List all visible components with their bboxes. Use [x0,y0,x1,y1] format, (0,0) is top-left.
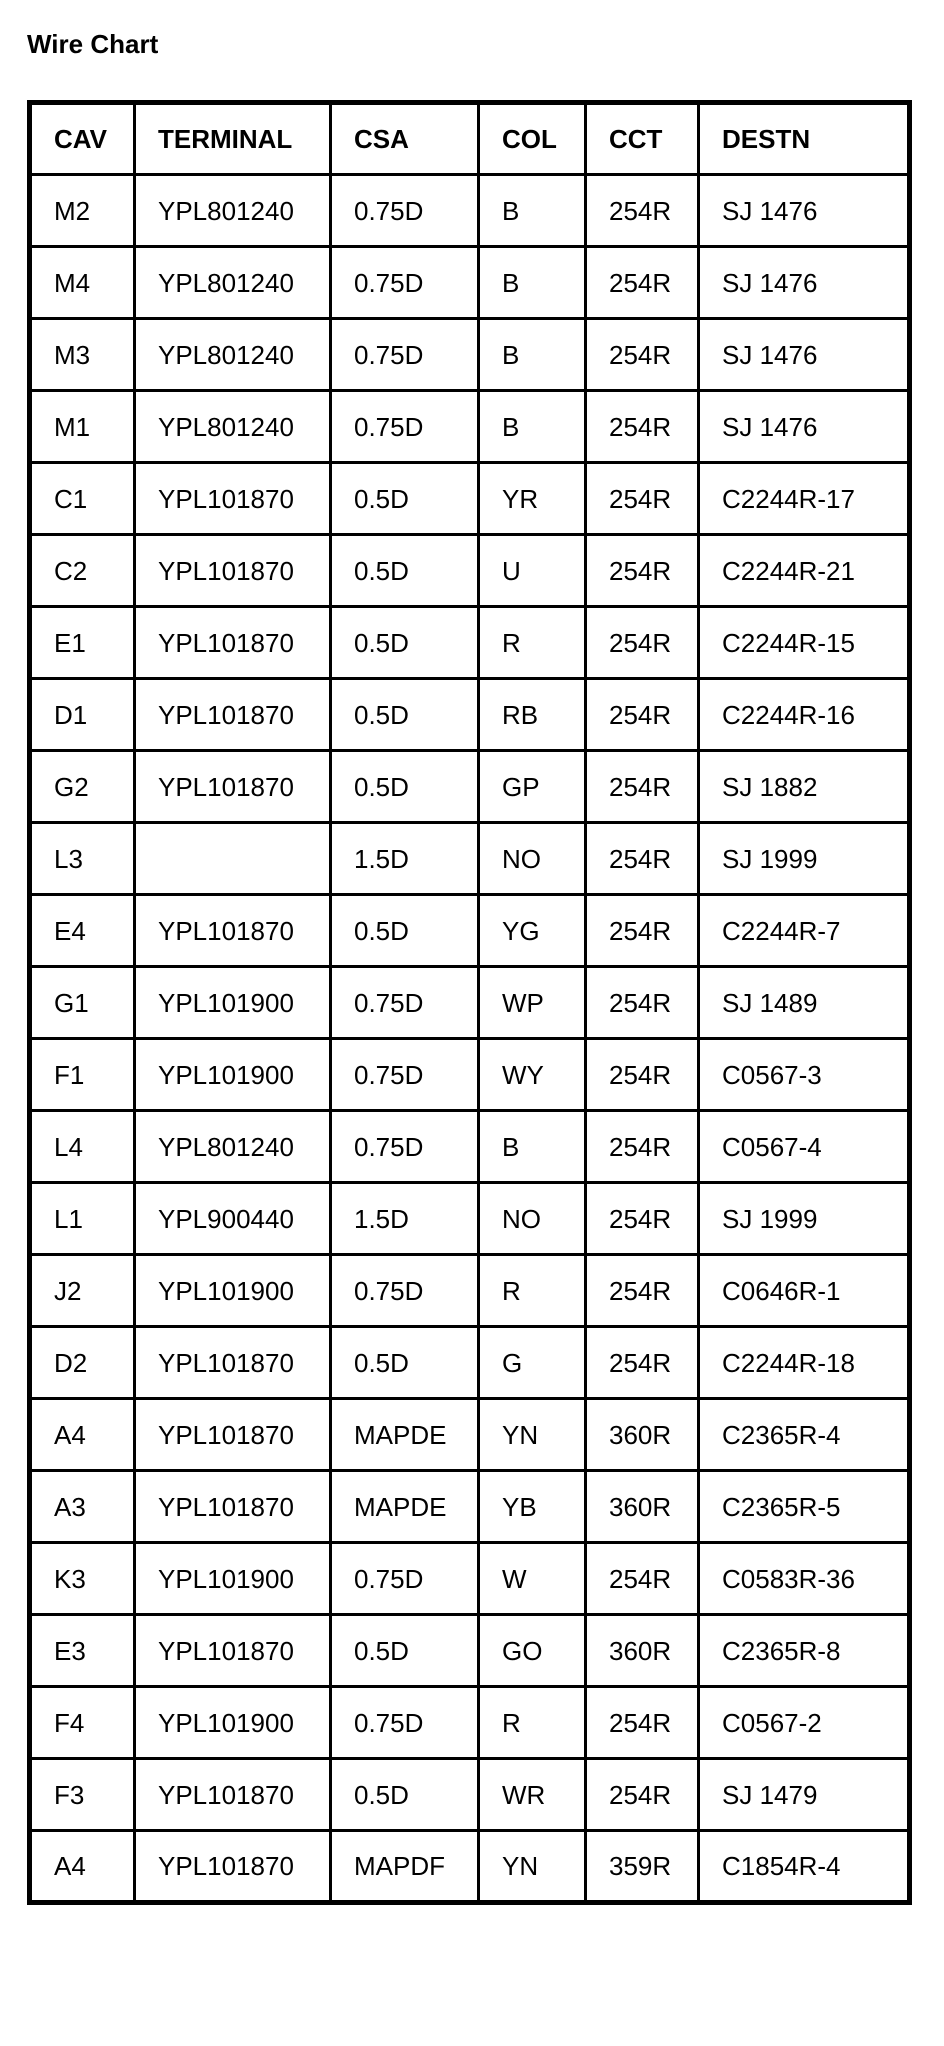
table-row [30,751,910,823]
cell-terminal: YPL801240 [135,1111,331,1183]
cell-cct: 254R [586,1759,699,1831]
cell-cct: 360R [586,1615,699,1687]
cell-col: R [479,607,586,679]
cell-destn: C2365R-4 [699,1399,910,1471]
cell-destn: C2244R-7 [699,895,910,967]
cell-csa: 0.75D [331,1255,479,1327]
cell-cav: G1 [30,967,135,1039]
cell-cav: M2 [30,175,135,247]
cell-cav: G2 [30,751,135,823]
column-header-col: COL [479,103,586,175]
cell-cav: F3 [30,1759,135,1831]
cell-terminal: YPL101870 [135,1615,331,1687]
column-header-destn: DESTN [699,103,910,175]
cell-destn: SJ 1489 [699,967,910,1039]
column-header-cav: CAV [30,103,135,175]
cell-cct: 254R [586,175,699,247]
cell-cav: A3 [30,1471,135,1543]
cell-cct: 360R [586,1471,699,1543]
cell-col: RB [479,679,586,751]
cell-csa: 0.5D [331,895,479,967]
cell-destn: C0567-3 [699,1039,910,1111]
cell-csa: 0.5D [331,607,479,679]
table-row [30,1327,910,1399]
cell-terminal [135,823,331,895]
cell-cct: 254R [586,967,699,1039]
cell-csa: 0.75D [331,175,479,247]
cell-csa: MAPDE [331,1471,479,1543]
cell-cct: 254R [586,391,699,463]
cell-cav: M4 [30,247,135,319]
table-row [30,463,910,535]
cell-col: W [479,1543,586,1615]
cell-cct: 254R [586,1543,699,1615]
cell-terminal: YPL101870 [135,1831,331,1903]
table-row [30,319,910,391]
cell-destn: C2244R-15 [699,607,910,679]
cell-csa: 0.5D [331,463,479,535]
cell-csa: 0.75D [331,247,479,319]
cell-csa: 0.75D [331,1687,479,1759]
table-row [30,1615,910,1687]
cell-cav: M3 [30,319,135,391]
cell-cct: 254R [586,535,699,607]
table-row [30,1759,910,1831]
table-row [30,1183,910,1255]
cell-col: NO [479,1183,586,1255]
cell-destn: C0567-4 [699,1111,910,1183]
cell-csa: 0.75D [331,319,479,391]
cell-col: R [479,1687,586,1759]
cell-terminal: YPL801240 [135,247,331,319]
cell-cav: D1 [30,679,135,751]
cell-csa: 0.75D [331,967,479,1039]
cell-cav: F1 [30,1039,135,1111]
cell-destn: C0646R-1 [699,1255,910,1327]
column-header-csa: CSA [331,103,479,175]
cell-cct: 254R [586,463,699,535]
cell-destn: C2244R-18 [699,1327,910,1399]
cell-cct: 254R [586,1255,699,1327]
cell-col: B [479,391,586,463]
table-row [30,1039,910,1111]
cell-cct: 254R [586,823,699,895]
cell-csa: MAPDF [331,1831,479,1903]
cell-destn: C2244R-17 [699,463,910,535]
cell-destn: SJ 1479 [699,1759,910,1831]
cell-col: NO [479,823,586,895]
cell-cav: A4 [30,1399,135,1471]
table-row [30,1831,910,1903]
cell-terminal: YPL101900 [135,1255,331,1327]
cell-destn: SJ 1999 [699,823,910,895]
cell-cct: 254R [586,1111,699,1183]
wire-chart-table [27,100,912,1905]
cell-cct: 254R [586,1687,699,1759]
cell-cav: C2 [30,535,135,607]
cell-col: GO [479,1615,586,1687]
cell-terminal: YPL101870 [135,607,331,679]
cell-col: U [479,535,586,607]
cell-terminal: YPL101900 [135,1039,331,1111]
cell-destn: C2365R-5 [699,1471,910,1543]
table-row [30,1471,910,1543]
cell-terminal: YPL101870 [135,895,331,967]
cell-cct: 254R [586,679,699,751]
table-row [30,391,910,463]
cell-terminal: YPL101870 [135,535,331,607]
table-row [30,1687,910,1759]
cell-csa: 0.75D [331,1111,479,1183]
cell-destn: SJ 1999 [699,1183,910,1255]
cell-csa: 1.5D [331,823,479,895]
cell-cct: 254R [586,1327,699,1399]
cell-csa: 0.75D [331,391,479,463]
cell-terminal: YPL101870 [135,751,331,823]
cell-col: YG [479,895,586,967]
cell-destn: SJ 1476 [699,175,910,247]
cell-col: B [479,247,586,319]
cell-cav: E3 [30,1615,135,1687]
table-row [30,1543,910,1615]
cell-terminal: YPL101870 [135,463,331,535]
cell-terminal: YPL101900 [135,1543,331,1615]
page-title: Wire Chart [27,29,159,59]
cell-cav: M1 [30,391,135,463]
cell-cav: E4 [30,895,135,967]
cell-destn: C1854R-4 [699,1831,910,1903]
table-row [30,895,910,967]
cell-cav: D2 [30,1327,135,1399]
cell-col: B [479,1111,586,1183]
cell-cav: L3 [30,823,135,895]
cell-csa: 0.5D [331,535,479,607]
cell-csa: 0.75D [331,1039,479,1111]
cell-cav: A4 [30,1831,135,1903]
cell-col: YN [479,1831,586,1903]
cell-csa: 0.75D [331,1543,479,1615]
table-row [30,175,910,247]
cell-cct: 254R [586,607,699,679]
cell-cav: F4 [30,1687,135,1759]
cell-terminal: YPL101870 [135,679,331,751]
cell-cav: L4 [30,1111,135,1183]
table-row [30,607,910,679]
cell-col: B [479,175,586,247]
cell-csa: 0.5D [331,1327,479,1399]
cell-terminal: YPL101870 [135,1759,331,1831]
cell-cav: K3 [30,1543,135,1615]
cell-col: YN [479,1399,586,1471]
table-row [30,823,910,895]
cell-csa: 0.5D [331,1759,479,1831]
cell-csa: 1.5D [331,1183,479,1255]
cell-terminal: YPL801240 [135,391,331,463]
cell-cct: 360R [586,1399,699,1471]
cell-terminal: YPL101900 [135,1687,331,1759]
cell-terminal: YPL101870 [135,1471,331,1543]
cell-cct: 254R [586,247,699,319]
cell-destn: C0583R-36 [699,1543,910,1615]
cell-cav: L1 [30,1183,135,1255]
cell-col: WY [479,1039,586,1111]
cell-cct: 254R [586,895,699,967]
cell-col: B [479,319,586,391]
table-row [30,1255,910,1327]
table-row [30,535,910,607]
cell-destn: C2244R-16 [699,679,910,751]
column-header-cct: CCT [586,103,699,175]
cell-terminal: YPL801240 [135,319,331,391]
cell-terminal: YPL101870 [135,1327,331,1399]
cell-col: GP [479,751,586,823]
cell-destn: SJ 1882 [699,751,910,823]
cell-col: WP [479,967,586,1039]
cell-cav: C1 [30,463,135,535]
cell-csa: MAPDE [331,1399,479,1471]
table-body [30,175,910,1903]
column-header-terminal: TERMINAL [135,103,331,175]
cell-destn: SJ 1476 [699,319,910,391]
table-header-row [30,103,910,175]
table-row [30,1111,910,1183]
cell-csa: 0.5D [331,751,479,823]
cell-col: WR [479,1759,586,1831]
cell-cct: 359R [586,1831,699,1903]
table-row [30,1399,910,1471]
cell-col: YB [479,1471,586,1543]
table-row [30,679,910,751]
cell-col: R [479,1255,586,1327]
cell-cct: 254R [586,1183,699,1255]
cell-cct: 254R [586,751,699,823]
cell-cav: E1 [30,607,135,679]
cell-csa: 0.5D [331,679,479,751]
table-row [30,967,910,1039]
cell-destn: SJ 1476 [699,247,910,319]
cell-col: YR [479,463,586,535]
cell-terminal: YPL801240 [135,175,331,247]
cell-destn: C2244R-21 [699,535,910,607]
cell-cct: 254R [586,1039,699,1111]
cell-destn: SJ 1476 [699,391,910,463]
cell-cav: J2 [30,1255,135,1327]
cell-cct: 254R [586,319,699,391]
cell-col: G [479,1327,586,1399]
cell-terminal: YPL101870 [135,1399,331,1471]
cell-terminal: YPL101900 [135,967,331,1039]
cell-terminal: YPL900440 [135,1183,331,1255]
table-row [30,247,910,319]
cell-destn: C0567-2 [699,1687,910,1759]
cell-csa: 0.5D [331,1615,479,1687]
cell-destn: C2365R-8 [699,1615,910,1687]
